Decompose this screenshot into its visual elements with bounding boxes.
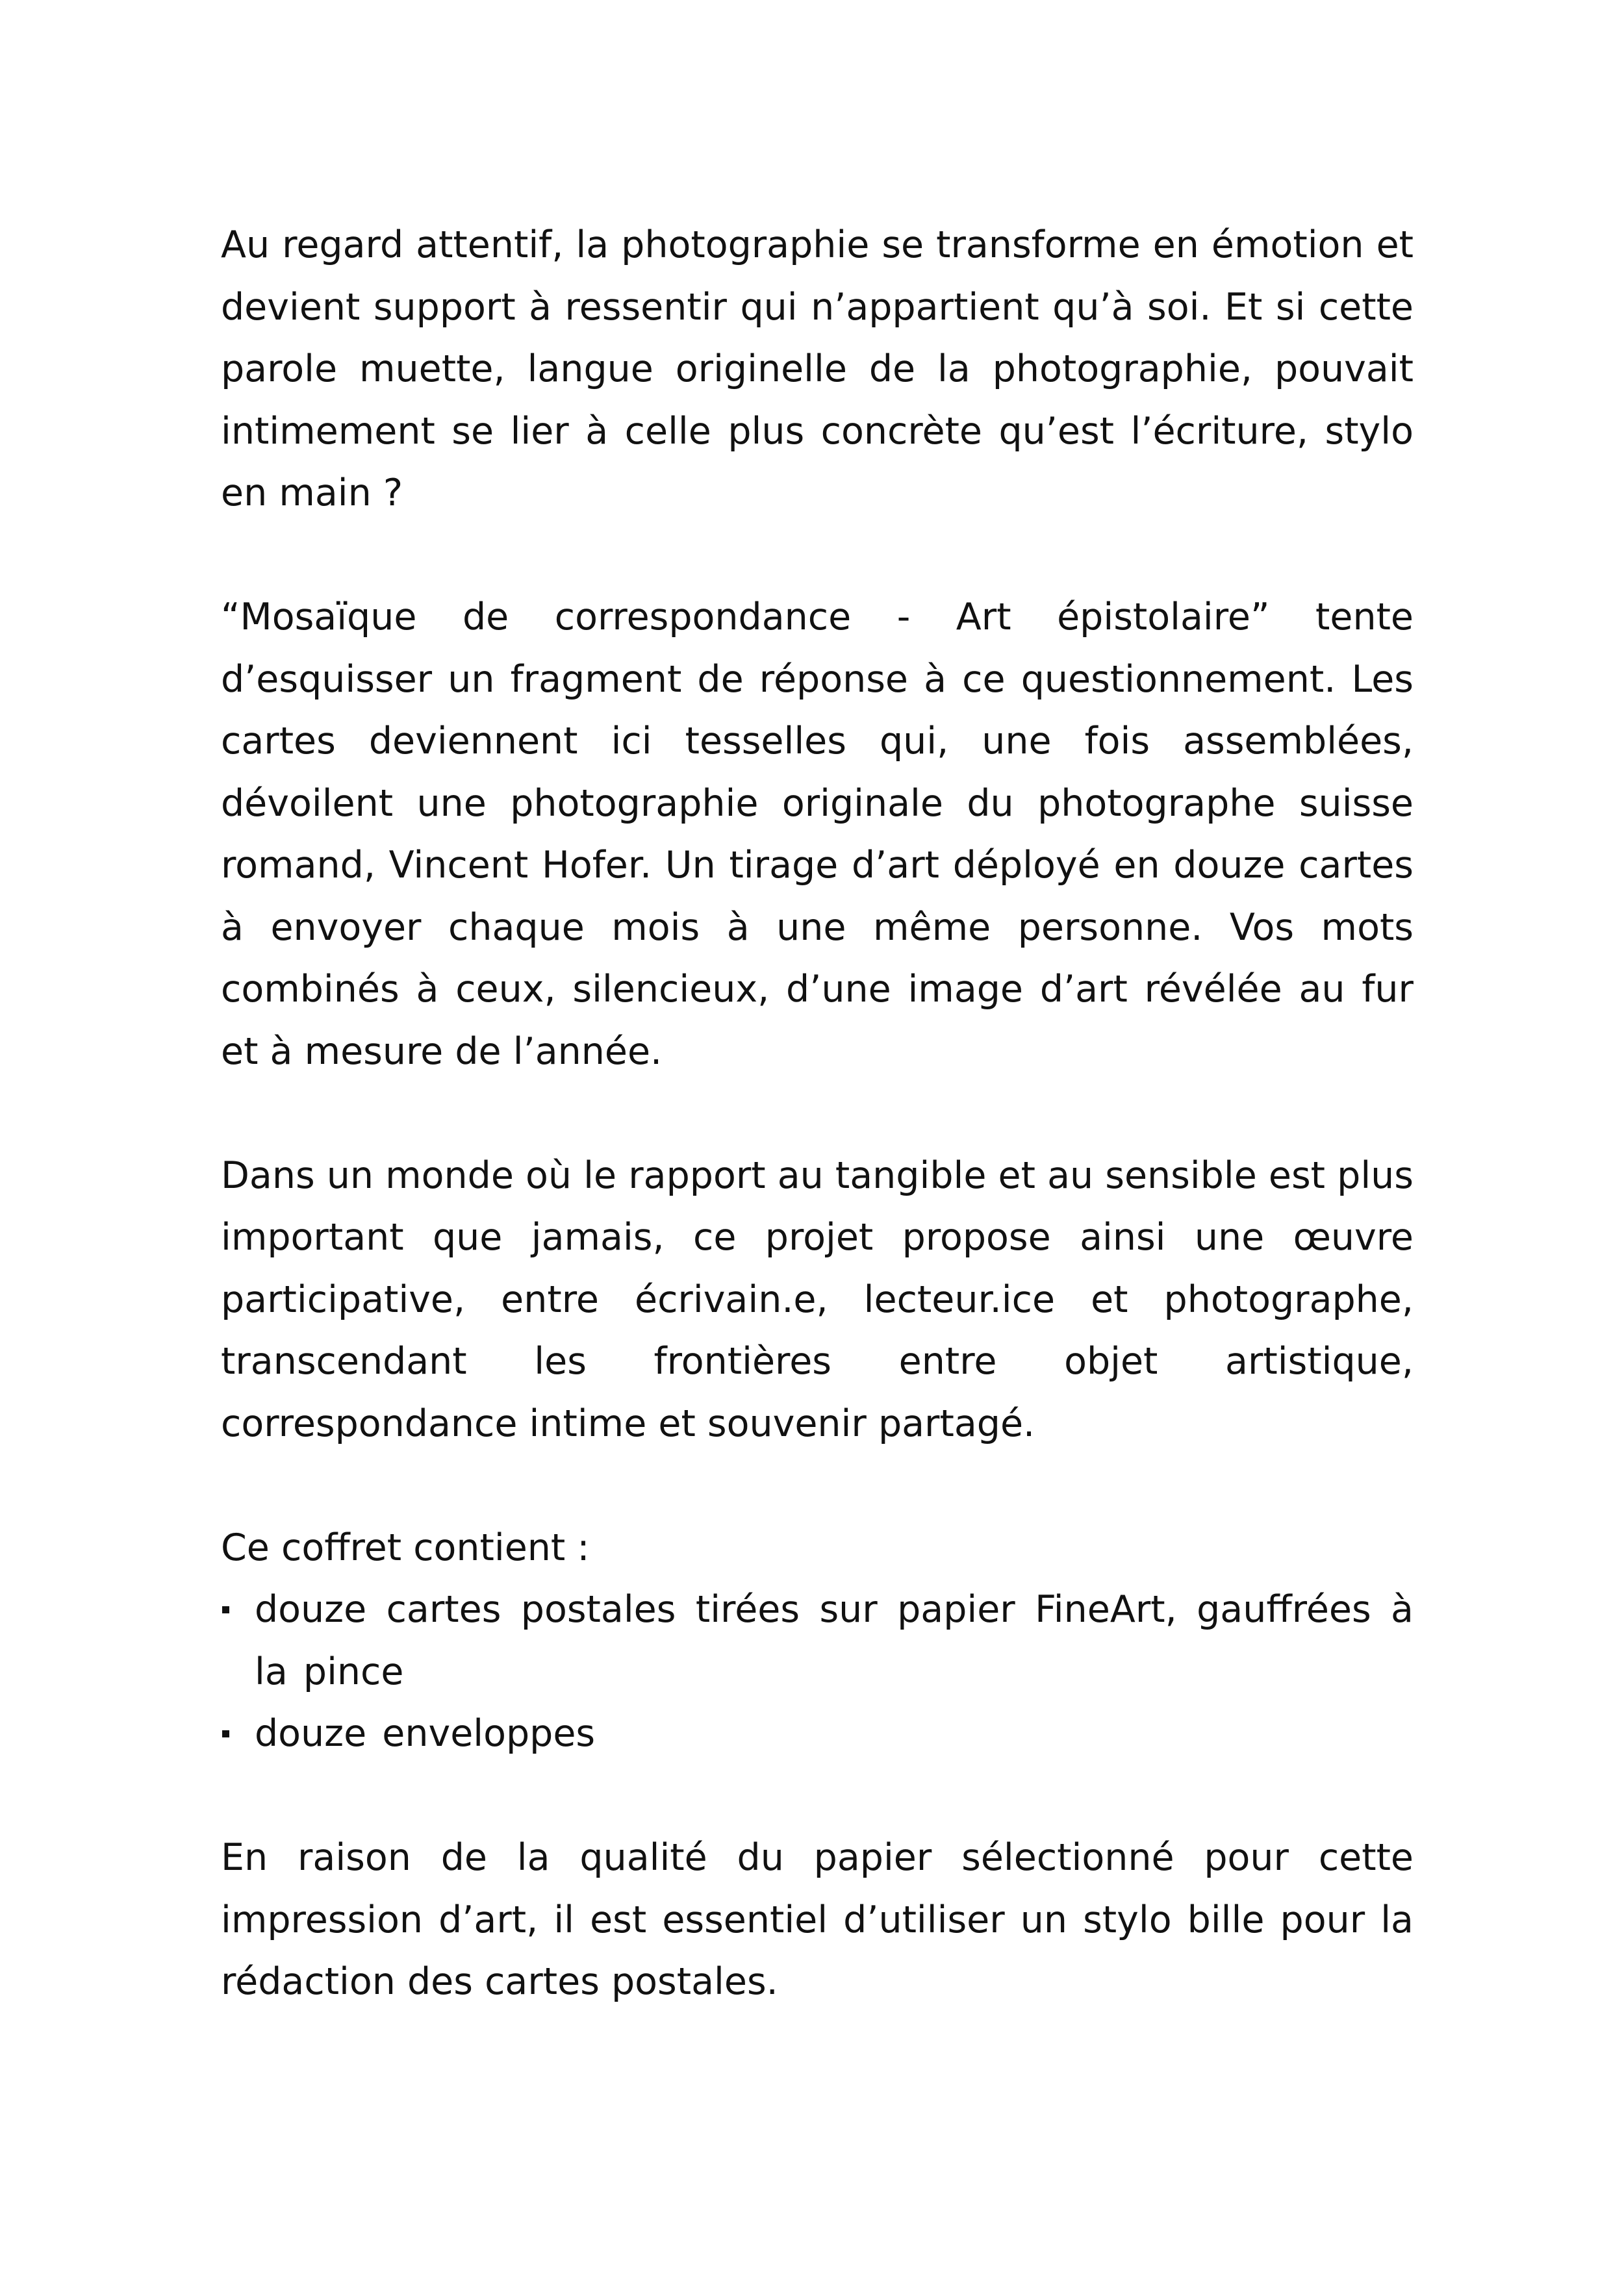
contents-list <box>221 1579 1414 1765</box>
project-description-paragraph: “Mosaïque de correspondance - Art épistolaire” tente d’esquisser un fragment de réponse à ce questionnement. Les cartes deviennent ici tesselles qui, une fois assemblées, dévoilent une photographie originale du photographe suisse romand, Vincent Hofer. Un tirage d’art déployé en douze cartes à envoyer chaque mois à une même personne. Vos mots combinés à ceux, silencieux, d’une image d’art révélée au fur et à mesure de l’année. <box>221 596 1414 1073</box>
bullet-icon <box>222 1606 229 1613</box>
document-page <box>221 214 1414 2013</box>
paragraph-spacer <box>221 1083 1414 1145</box>
paragraph-spacer <box>221 525 1414 587</box>
list-item-text: douze enveloppes <box>255 1712 596 1755</box>
list-item-text: douze cartes postales tirées sur papier FineArt, gauffrées à la pince <box>255 1588 1414 1693</box>
participative-work-paragraph: Dans un monde où le rapport au tangible et au sensible est plus important que jamais, ce projet propose ainsi une œuvre participative, entre écrivain.e, lecteur.ice et photographe, transcendant les frontières entre objet artistique, correspondance intime et souvenir partagé. <box>221 1154 1414 1445</box>
closing-paragraph: En raison de la qualité du papier sélectionné pour cette impression d’art, il est essentiel d’utiliser un stylo bille pour la rédaction des cartes postales. <box>221 1836 1414 2003</box>
paragraph-spacer <box>221 1455 1414 1517</box>
bullet-icon <box>222 1730 229 1737</box>
paragraph-spacer <box>221 1765 1414 1828</box>
contents-heading: Ce coffret contient : <box>221 1526 590 1569</box>
list-item <box>221 1703 1414 1765</box>
list-item <box>221 1579 1414 1703</box>
intro-paragraph: Au regard attentif, la photographie se transforme en émotion et devient support à ressentir qui n’appartient qu’à soi. Et si cette parole muette, langue originelle de la photographie, pouvait intimement se lier à celle plus concrète qu’est l’écriture, stylo en main ? <box>221 223 1414 514</box>
